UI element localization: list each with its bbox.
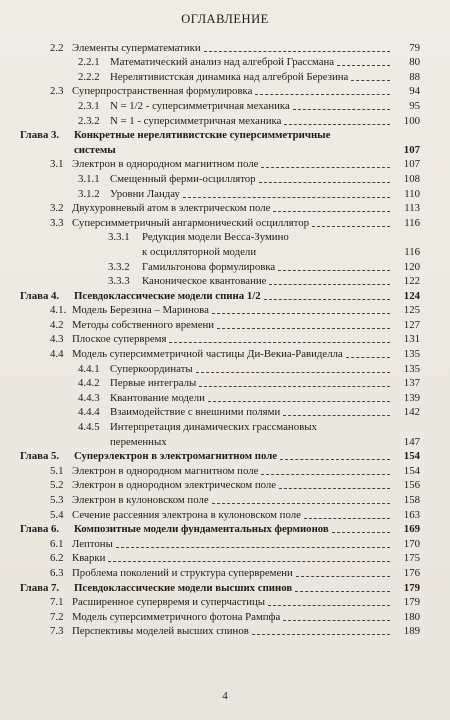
toc-entry-number: Глава 6. [20, 523, 60, 536]
toc-page-number: 158 [403, 494, 420, 506]
toc-leader-dots [269, 284, 390, 285]
toc-page-number: 135 [403, 362, 420, 375]
toc-leader-dots [261, 474, 390, 475]
toc-entry-number: 7.2 [50, 610, 64, 623]
toc-entry-row [0, 259, 450, 274]
toc-page-number: 116 [404, 216, 420, 229]
toc-entry-title: Псевдоклассические модели спина 1/2 [74, 289, 261, 302]
toc-entry-title: Двухуровневый атом в электрическом поле [72, 202, 271, 215]
toc-entry-row [0, 98, 450, 113]
toc-entry-title: Электрон в однородном магнитном поле [72, 158, 259, 171]
toc-leader-dots [273, 211, 390, 212]
toc-leader-dots [212, 503, 390, 504]
toc-leader-dots [261, 167, 390, 168]
toc-page-number: 154 [403, 450, 420, 463]
toc-page-number: 95 [409, 99, 420, 112]
toc-page-number: 94 [409, 85, 420, 98]
toc-entry-number: 5.1 [50, 464, 64, 477]
toc-entry-number: 4.3 [50, 333, 64, 346]
toc-entry-title: Расширенное супервремя и суперчастицы [72, 596, 266, 609]
toc-entry-title: Интерпретация динамических грассмановых [110, 421, 317, 434]
toc-entry-row [0, 186, 450, 201]
toc-entry-row [0, 332, 450, 347]
toc-entry-title: Конкретные нерелятивистские суперсимметричные [74, 129, 331, 142]
toc-entry-title: Электрон в кулоновском поле [72, 494, 209, 506]
toc-page-number: 170 [403, 537, 420, 550]
toc-entry-number: 3.3.3 [108, 275, 130, 288]
toc-entry-title: Взаимодействие с внешними полями [110, 406, 281, 419]
toc-entry-number: 2.2.2 [78, 70, 100, 83]
toc-entry-title: Первые интегралы [110, 377, 197, 390]
toc-entry-row [0, 390, 450, 405]
toc-leader-dots [351, 80, 390, 81]
toc-leader-dots [199, 386, 390, 387]
toc-page-number: 120 [403, 260, 420, 273]
toc-leader-dots [312, 226, 390, 227]
toc-page-number: 79 [409, 41, 420, 54]
toc-leader-dots [296, 576, 390, 577]
toc-entry-title: Лептоны [72, 537, 113, 550]
toc-entry-number: 4.1. [50, 304, 67, 317]
toc-entry-row [0, 507, 450, 522]
toc-page-number: 179 [403, 596, 420, 609]
toc-leader-dots [204, 51, 390, 52]
toc-entry-row [0, 69, 450, 84]
toc-page-number: 135 [403, 348, 420, 361]
toc-entry-title: Кварки [72, 552, 106, 565]
toc-page-number: 137 [403, 377, 420, 390]
toc-entry-title: Модель суперсимметричной частицы Ди-Векиа-Равиделла [72, 348, 343, 361]
toc-leader-dots [304, 518, 390, 519]
toc-entry-title: Электрон в однородном магнитном поле [72, 464, 259, 477]
toc-page-number: 125 [403, 304, 420, 317]
toc-entry-title: Модель Березина – Маринова [72, 304, 209, 317]
toc-entry-title: Каноническое квантование [142, 275, 267, 288]
toc-entry-row [0, 434, 450, 449]
toc-entry-row [0, 595, 450, 610]
toc-chapter-row [0, 128, 450, 143]
toc-entry-row [0, 536, 450, 551]
toc-entry-row [0, 113, 450, 128]
toc-entry-number: 2.3.2 [78, 114, 100, 127]
toc-entry-number: 3.3.2 [108, 260, 130, 273]
toc-entry-row [0, 274, 450, 289]
toc-page-number: 116 [404, 245, 420, 258]
toc-chapter-row [0, 449, 450, 464]
toc-page-number: 108 [403, 172, 420, 185]
toc-entry-title: Модель суперсимметричного фотона Рампфа [72, 610, 281, 623]
toc-leader-dots [293, 109, 390, 110]
toc-entry-row [0, 609, 450, 624]
toc-entry-row [0, 405, 450, 420]
toc-chapter-row [0, 142, 450, 157]
toc-entry-number: 2.2.1 [78, 56, 100, 69]
toc-entry-number: 5.4 [50, 508, 64, 521]
toc-leader-dots [278, 270, 390, 271]
page-number: 4 [222, 690, 228, 702]
toc-page-number: 88 [409, 70, 420, 83]
toc-entry-number: 4.4 [50, 348, 64, 361]
toc-page-number: 169 [403, 523, 420, 536]
toc-entry-row [0, 55, 450, 70]
toc-entry-number: 4.4.2 [78, 377, 100, 390]
toc-entry-title: Редукция модели Весса-Зумино [142, 231, 289, 244]
toc-leader-dots [337, 65, 390, 66]
toc-entry-row [0, 171, 450, 186]
toc-page-number: 179 [403, 581, 420, 594]
toc-entry-row [0, 565, 450, 580]
toc-leader-dots [259, 182, 390, 183]
toc-title: ОГЛАВЛЕНИЕ [181, 12, 269, 26]
toc-leader-dots [332, 532, 390, 533]
toc-page-number: 156 [403, 479, 420, 492]
toc-entry-title: Сечение рассеяния электрона в кулоновском поле [72, 508, 301, 521]
toc-entry-row [0, 215, 450, 230]
toc-entry-title: Гамильтонова формулировка [142, 260, 276, 273]
toc-leader-dots [183, 197, 390, 198]
toc-entry-row [0, 346, 450, 361]
toc-entry-title: Проблема поколений и структура супервремени [72, 566, 293, 579]
toc-page-number: 127 [403, 318, 420, 331]
toc-entry-title: Математический анализ над алгеброй Грассмана [110, 56, 335, 69]
toc-entry-row [0, 463, 450, 478]
toc-entry-row [0, 84, 450, 99]
toc-entry-number: 4.4.3 [78, 391, 100, 404]
toc-entry-number: 2.2 [50, 41, 64, 54]
toc-leader-dots [279, 488, 390, 489]
toc-page-number: 176 [403, 566, 420, 579]
toc-leader-dots [108, 561, 390, 562]
toc-entry-title: Композитные модели фундаментальных фермионов [74, 523, 329, 536]
toc-entry-number: 2.3.1 [78, 99, 100, 112]
toc-entry-row [0, 478, 450, 493]
toc-page-number: 189 [403, 625, 420, 638]
toc-entry-title: Плоское супервремя [72, 333, 167, 346]
toc-entry-row [0, 492, 450, 507]
toc-leader-dots [169, 342, 390, 343]
toc-entry-row [0, 303, 450, 318]
toc-page-number: 163 [403, 508, 420, 521]
toc-entry-title: Уровни Ландау [110, 187, 180, 200]
toc-entry-number: 4.2 [50, 318, 64, 331]
toc-entry-row [0, 361, 450, 376]
toc-entry-row [0, 317, 450, 332]
toc-leader-dots [283, 415, 390, 416]
toc-chapter-row [0, 288, 450, 303]
toc-entry-title: Суперпространственная формулировка [72, 85, 253, 98]
toc-entry-number: Глава 7. [20, 581, 60, 594]
toc-page-number: 110 [404, 187, 420, 200]
toc-page-number: 124 [403, 289, 420, 302]
toc-page-number: 107 [403, 143, 420, 156]
toc-entry-title: Методы собственного времени [72, 318, 215, 331]
toc-entry-number: 6.2 [50, 552, 64, 565]
toc-entry-title: системы [74, 143, 116, 156]
toc-entry-number: Глава 3. [20, 129, 60, 142]
toc-entry-title: Суперэлектрон в электромагнитном поле [74, 450, 278, 463]
toc-leader-dots [283, 620, 390, 621]
toc-entry-row [0, 244, 450, 259]
toc-entry-row [0, 230, 450, 245]
toc-entry-number: Глава 5. [20, 450, 60, 463]
toc-entry-title: переменных [110, 435, 167, 448]
toc-entry-title: N = 1/2 - суперсимметричная механика [110, 99, 290, 112]
toc-entry-title: к осцилляторной модели [142, 245, 257, 258]
toc-leader-dots [264, 299, 390, 300]
toc-page-number: 142 [403, 406, 420, 419]
toc-page-number: 175 [403, 552, 420, 565]
toc-entry-number: 4.4.5 [78, 421, 100, 434]
toc-page-number: 139 [403, 391, 420, 404]
toc-entry-title: Суперкоординаты [110, 362, 193, 375]
toc-page-number: 113 [404, 202, 420, 215]
toc-entry-number: Глава 4. [20, 289, 60, 302]
toc-leader-dots [212, 313, 390, 314]
toc-entry-title: Элементы суперматематики [72, 41, 201, 54]
toc-leader-dots [268, 605, 390, 606]
toc-chapter-row [0, 580, 450, 595]
toc-leader-dots [255, 94, 390, 95]
toc-page-number: 122 [403, 275, 420, 288]
toc-page-number: 100 [403, 114, 420, 127]
toc-leader-dots [217, 328, 390, 329]
toc-entry-title: Квантование модели [110, 391, 205, 404]
toc-chapter-row [0, 522, 450, 537]
table-of-contents [0, 40, 450, 638]
toc-entry-row [0, 157, 450, 172]
toc-page-number: 80 [409, 56, 420, 69]
toc-leader-dots [295, 591, 390, 592]
toc-entry-row [0, 624, 450, 639]
toc-page-number: 147 [403, 435, 420, 448]
toc-entry-number: 3.1.2 [78, 187, 100, 200]
toc-entry-number: 3.1 [50, 158, 64, 171]
toc-entry-number: 4.4.4 [78, 406, 100, 419]
toc-entry-number: 5.3 [50, 494, 64, 506]
toc-entry-title: Нерелятивистская динамика над алгеброй Березина [110, 70, 349, 83]
toc-entry-number: 3.1.1 [78, 172, 100, 185]
toc-entry-title: Псевдоклассические модели высших спинов [74, 581, 293, 594]
toc-entry-row [0, 419, 450, 434]
toc-entry-number: 2.3 [50, 85, 64, 98]
toc-entry-number: 7.1 [50, 596, 64, 609]
toc-leader-dots [280, 459, 390, 460]
toc-entry-title: N = 1 - суперсимметричная механика [110, 114, 282, 127]
toc-entry-title: Смещенный ферми-осциллятор [110, 172, 256, 185]
toc-page-number: 154 [403, 464, 420, 477]
toc-entry-number: 6.1 [50, 537, 64, 550]
toc-entry-number: 5.2 [50, 479, 64, 492]
toc-entry-number: 7.3 [50, 625, 64, 638]
toc-entry-row [0, 201, 450, 216]
toc-leader-dots [346, 357, 390, 358]
toc-leader-dots [196, 372, 390, 373]
toc-leader-dots [116, 547, 390, 548]
toc-entry-title: Электрон в однородном электрическом поле [72, 479, 277, 492]
toc-entry-number: 3.2 [50, 202, 64, 215]
toc-entry-number: 4.4.1 [78, 362, 100, 375]
toc-entry-row [0, 40, 450, 55]
toc-entry-number: 3.3 [50, 216, 64, 229]
toc-entry-row [0, 376, 450, 391]
toc-entry-row [0, 551, 450, 566]
toc-entry-title: Перспективы моделей высших спинов [72, 625, 249, 638]
toc-page-number: 131 [403, 333, 420, 346]
toc-leader-dots [284, 124, 390, 125]
toc-entry-number: 6.3 [50, 566, 64, 579]
toc-entry-title: Суперсимметричный ангармонический осциллятор [72, 216, 310, 229]
toc-page-number: 180 [403, 610, 420, 623]
toc-page-number: 107 [403, 158, 420, 171]
toc-leader-dots [208, 401, 390, 402]
toc-entry-number: 3.3.1 [108, 231, 130, 244]
toc-leader-dots [252, 634, 390, 635]
